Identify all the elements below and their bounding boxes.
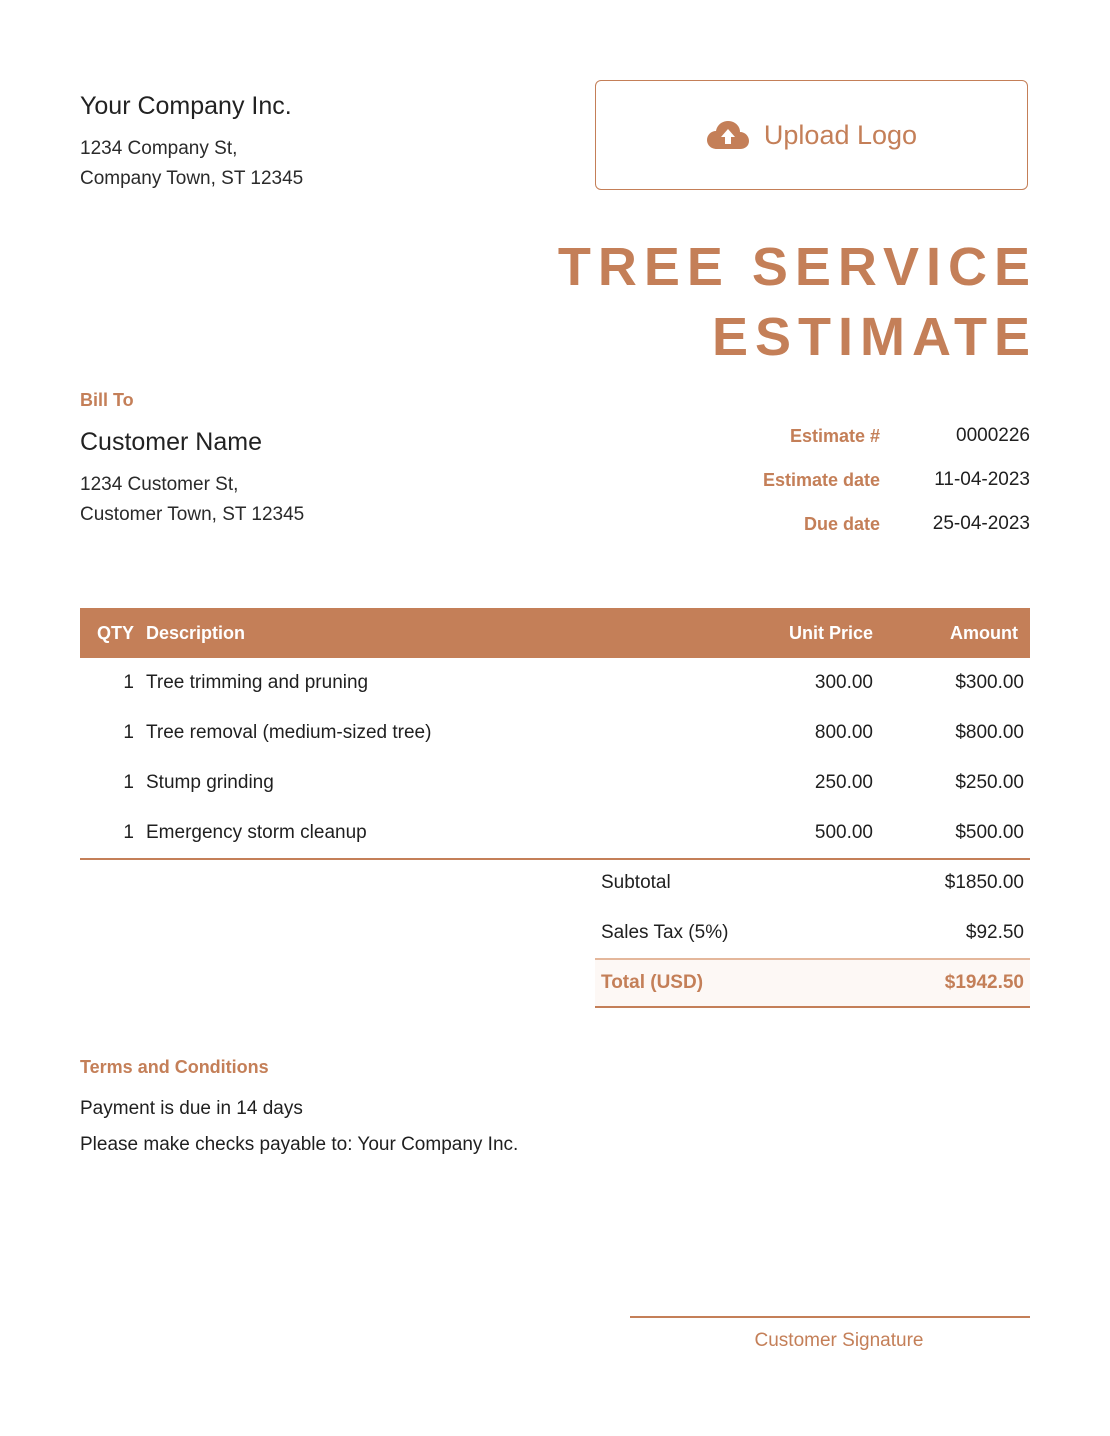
due-date-label: Due date	[803, 513, 880, 534]
company-address-line2: Company Town, ST 12345	[80, 168, 304, 189]
row-amount: $250.00	[955, 772, 1024, 793]
row-amount: $800.00	[955, 722, 1024, 743]
table-row	[80, 708, 1030, 758]
sales-tax-row	[595, 908, 1030, 959]
row-description: Stump grinding	[146, 772, 274, 793]
row-qty: 1	[123, 722, 134, 743]
header-qty: QTY	[96, 622, 134, 643]
row-unit-price: 250.00	[814, 772, 873, 793]
row-description: Tree trimming and pruning	[146, 672, 369, 693]
company-address-line1: 1234 Company St,	[80, 138, 238, 159]
terms-label: Terms and Conditions	[80, 1057, 269, 1077]
row-qty: 1	[123, 672, 134, 693]
bill-to-block	[80, 388, 304, 530]
row-description: Tree removal (medium-sized tree)	[146, 722, 432, 743]
customer-address	[80, 470, 304, 530]
header-description: Description	[146, 622, 246, 643]
terms-line1: Payment is due in 14 days	[80, 1098, 303, 1119]
row-unit-price: 300.00	[814, 672, 873, 693]
company-name: Your Company Inc.	[80, 92, 292, 120]
subtotal-row	[595, 858, 1030, 908]
estimate-date-value: 11-04-2023	[934, 469, 1030, 490]
total-value: $1942.50	[860, 959, 1030, 1007]
estimate-meta	[630, 414, 1030, 546]
row-unit-price: 800.00	[814, 722, 873, 743]
line-items-table	[80, 608, 1030, 860]
due-date-row	[630, 502, 1030, 546]
company-block	[80, 90, 303, 194]
document-title-line1: TREE SERVICE	[557, 237, 1037, 297]
customer-address-line1: 1234 Customer St,	[80, 474, 239, 495]
row-amount: $500.00	[873, 808, 1030, 859]
terms-text	[80, 1091, 518, 1163]
terms-line2: Please make checks payable to: Your Company Inc.	[80, 1134, 519, 1155]
customer-address-line2: Customer Town, ST 12345	[80, 504, 305, 525]
totals-table	[595, 858, 1030, 1008]
row-unit-price: 500.00	[733, 808, 873, 859]
upload-logo-button[interactable]	[595, 80, 1028, 190]
total-label: Total (USD)	[595, 959, 860, 1007]
company-address	[80, 134, 303, 194]
cloud-upload-icon	[706, 120, 750, 150]
due-date-value: 25-04-2023	[932, 513, 1030, 534]
subtotal-label: Subtotal	[601, 872, 671, 893]
estimate-date-label: Estimate date	[762, 469, 880, 490]
subtotal-value: $1850.00	[944, 872, 1024, 893]
bill-to-label: Bill To	[80, 390, 134, 410]
estimate-number-value: 0000226	[956, 425, 1030, 446]
estimate-number-row	[630, 414, 1030, 458]
row-description: Emergency storm cleanup	[134, 808, 733, 859]
sales-tax-label: Sales Tax (5%)	[601, 922, 729, 943]
header-unit-price: Unit Price	[788, 622, 873, 643]
row-qty: 1	[123, 772, 134, 793]
terms-block	[80, 1055, 518, 1163]
table-header-row	[80, 608, 1030, 658]
table-row	[80, 808, 1030, 859]
document-title-line2: ESTIMATE	[712, 307, 1037, 367]
signature-block	[630, 1316, 1030, 1352]
signature-line	[630, 1316, 1030, 1318]
document-title	[558, 232, 1037, 372]
sales-tax-value: $92.50	[965, 922, 1024, 943]
header-amount: Amount	[950, 622, 1018, 643]
table-row	[80, 758, 1030, 808]
estimate-number-label: Estimate #	[789, 425, 880, 446]
row-amount: $300.00	[955, 672, 1024, 693]
signature-label: Customer Signature	[754, 1330, 924, 1351]
total-row	[595, 959, 1030, 1007]
estimate-date-row	[630, 458, 1030, 502]
upload-logo-label: Upload Logo	[763, 119, 918, 150]
table-row	[80, 658, 1030, 708]
customer-name: Customer Name	[80, 428, 262, 456]
row-qty: 1	[80, 808, 134, 859]
